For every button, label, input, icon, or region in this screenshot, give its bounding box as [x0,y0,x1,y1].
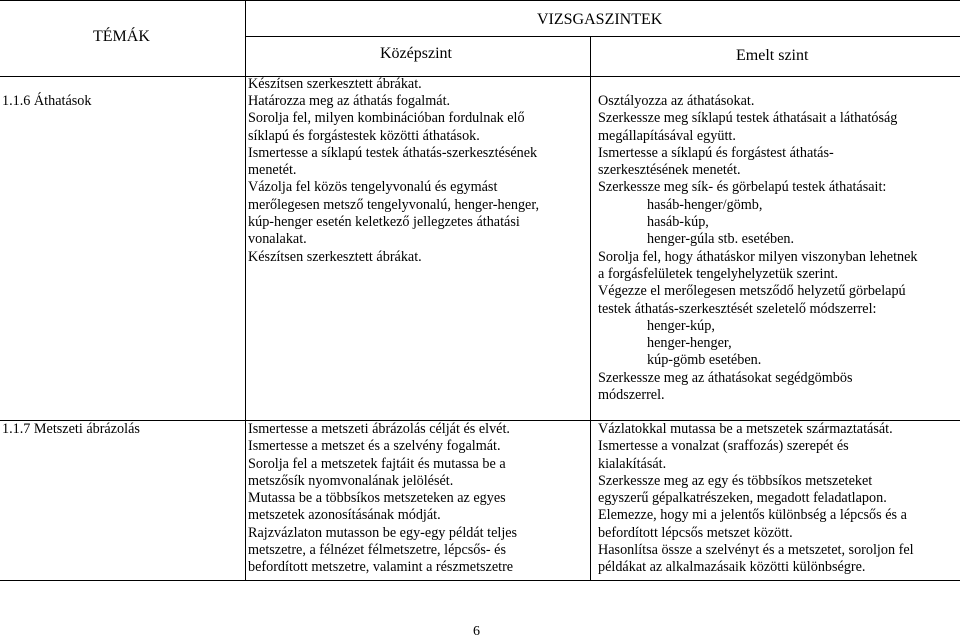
adv-line: Vázlatokkal mutassa be a metszetek származtatását. [598,421,893,437]
mid-line: Ismertesse a síklapú testek áthatás-szerkesztésének [248,144,538,161]
mid-line: Ismertesse a metszet és a szelvény fogalmát. [248,438,501,455]
adv-line: Szerkessze meg síklapú testek áthatásait a láthatóság [598,110,898,127]
topic-1-1-7: 1.1.7 Metszeti ábrázolás [2,421,140,437]
mid-line: vonalakat. [248,231,307,248]
mid-line: Határozza meg az áthatás fogalmát. [248,93,451,109]
mid-line: Vázolja fel közös tengelyvonalú és egymást [248,179,498,196]
mid-line: kúp-henger esetén keletkező jellegzetes áthatási [248,214,520,231]
column-divider-2 [590,36,591,580]
mid-line: metszetek azonosításának módját. [248,507,441,524]
adv-line: Hasonlítsa össze a szelvényt és a metszetet, soroljon fel [598,542,914,559]
adv-line: Ismertesse a vonalzat (sraffozás) szerepét és [598,438,849,455]
table-top-border [0,0,960,1]
page-number: 6 [473,624,480,639]
adv-line: a forgásfelületek tengelyhelyzetük szerint. [598,265,839,282]
adv-line: hasáb-kúp, [647,214,709,231]
column-divider-1 [245,0,246,580]
adv-line: szerkesztésének menetét. [598,162,741,179]
mid-line: Sorolja fel a metszetek fajtáit és mutassa be a [248,455,506,472]
adv-line: henger-gúla stb. esetében. [647,231,795,248]
header-divider [245,36,960,37]
mid-line: metszősík nyomvonalának jelölését. [248,472,454,489]
mid-line: menetét. [248,162,297,179]
topic-1-1-6: 1.1.6 Áthatások [2,93,92,109]
adv-line: henger-henger, [647,335,732,352]
adv-line: Szerkessze meg az áthatásokat segédgömbös [598,369,853,386]
adv-line: kialakítását. [598,455,667,472]
adv-line: henger-kúp, [647,317,715,334]
mid-line: befordított metszetre, valamint a részmetszetre [248,559,514,576]
adv-line: hasáb-henger/gömb, [647,196,763,213]
adv-line: módszerrel. [598,387,665,404]
adv-line: Sorolja fel, hogy áthatáskor milyen viszonyban lehetnek [598,248,918,265]
mid-line: merőlegesen metsző tengelyvonalú, henger-henger, [248,196,540,213]
mid-level-cell-1-1-7 [248,421,517,577]
mid-line: síklapú és forgástestek közötti áthatások. [248,127,480,144]
advanced-level-cell-1-1-7 [598,421,914,577]
adv-line: Elemezze, hogy mi a jelentős különbség a lépcsős és a [598,507,907,524]
mid-level-header: Középszint [380,45,452,62]
adv-line: befordított lépcsős metszet között. [598,524,793,541]
adv-line: megállapításával együtt. [598,127,736,144]
adv-line: Szerkessze meg sík- és görbelapú testek áthatásait: [598,179,887,196]
mid-line: Ismertesse a metszeti ábrázolás célját és elvét. [248,421,510,437]
adv-line: Szerkessze meg az egy és többsíkos metszeteket [598,472,873,489]
mid-line: Készítsen szerkesztett ábrákat. [248,248,422,265]
adv-line: Osztályozza az áthatásokat. [598,93,755,109]
mid-line: Sorolja fel, milyen kombinációban fordulnak elő [248,110,525,127]
adv-line: példákat az alkalmazásaik közötti különbségre. [598,559,866,576]
table-bottom-border [0,580,960,581]
adv-line: Ismertesse a síklapú és forgástest áthatás- [598,144,834,161]
adv-line: Végezze el merőlegesen metsződő helyzetű görbelapú [598,283,906,300]
carry-over-text: Készítsen szerkesztett ábrákat. [248,76,422,92]
mid-line: Rajzvázlaton mutasson be egy-egy példát teljes [248,524,518,541]
mid-line: metszetre, a félnézet félmetszetre, lépcsős- és [248,542,506,559]
advanced-level-header: Emelt szint [736,47,809,64]
adv-line: egyszerű gépalkatrészeken, megadott feladatlapon. [598,490,887,507]
adv-line: testek áthatás-szerkesztését szeletelő módszerrel: [598,300,877,317]
advanced-level-cell-1-1-6 [598,93,918,404]
exam-levels-header: VIZSGASZINTEK [537,11,663,28]
mid-level-cell-1-1-6 [248,93,539,266]
topics-header: TÉMÁK [93,28,150,45]
header-bottom-border [0,76,960,77]
mid-line: Mutassa be a többsíkos metszeteken az egyes [248,490,506,507]
adv-line: kúp-gömb esetében. [647,352,762,369]
